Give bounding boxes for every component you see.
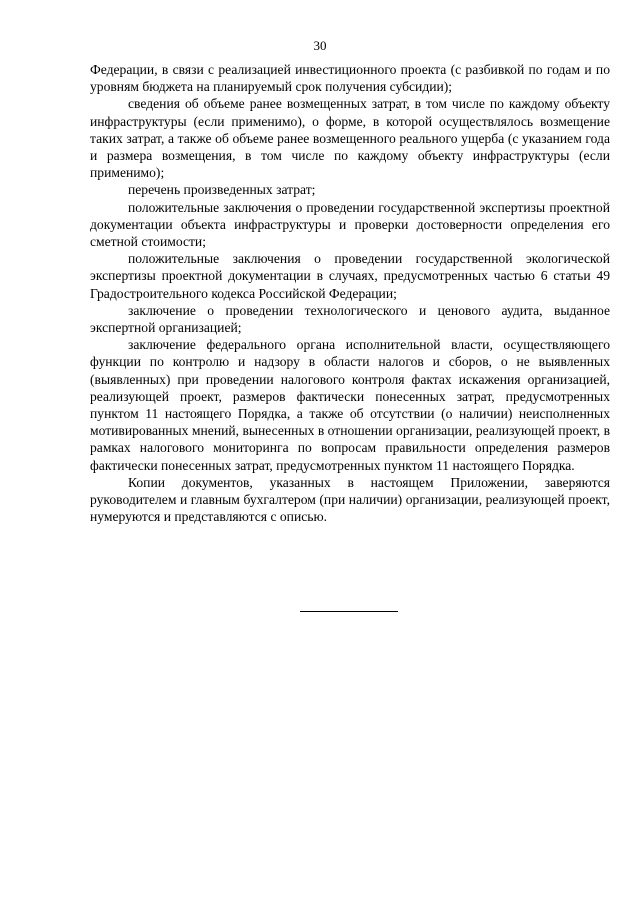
paragraph-reimbursed-costs: сведения об объеме ранее возмещенных затрат, в том числе по каждому объекту инфраструктуры (если применимо), о форме, в которой осуществлялось возмещение таких затрат, а также об объеме ранее возмещенного реального ущерба (с указанием года и размера возмещения, в том числе по каждому объекту инфраструктуры (если применимо); — [90, 96, 610, 181]
paragraph-state-expertise: положительные заключения о проведении государственной экспертизы проектной документации объекта инфраструктуры и проверки достоверности определения его сметной стоимости; — [90, 199, 610, 250]
paragraph-technology-audit: заключение о проведении технологического и ценового аудита, выданное экспертной организацией; — [90, 302, 610, 336]
paragraph-ecological-expertise: положительные заключения о проведении государственной экологической экспертизы проектной документации в случаях, предусмотренных частью 6 статьи 49 Градостроительного кодекса Российской Федерации; — [90, 251, 610, 301]
page-number: 30 — [313, 38, 327, 53]
document-body — [90, 61, 610, 525]
paragraph-continuation: Федерации, в связи с реализацией инвестиционного проекта (с разбивкой по годам и по уровням бюджета на планируемый срок получения субсидии); — [90, 62, 610, 95]
paragraph-costs-list: перечень произведенных затрат; — [128, 182, 316, 198]
paragraph-document-copies: Копии документов, указанных в настоящем Приложении, заверяются руководителем и главным бухгалтером (при наличии) организации, реализующей проект, нумеруются и представляются с описью. — [90, 474, 610, 525]
end-of-document-rule — [300, 611, 398, 612]
paragraph-tax-authority-conclusion: заключение федерального органа исполнительной власти, осуществляющего функции по контролю и надзору в области налогов и сборов, о не выявленных (выявленных) при проведении налогового контроля фактах искажения организацией, реализующей проект, размеров фактически понесенных затрат, предусмотренных пунктом 11 настоящего Порядка, а также об отсутствии (о наличии) неисполненных мотивированных мнений, вынесенных в отношении организации, реализующей проект, в рамках налогового мониторинга по вопросам правильности определения размеров фактически понесенных затрат, предусмотренных пунктом 11 настоящего Порядка. — [90, 337, 610, 473]
